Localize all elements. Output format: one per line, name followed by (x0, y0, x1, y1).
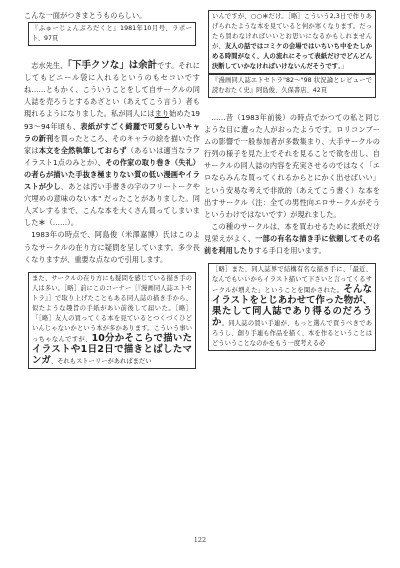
page-number: 122 (193, 536, 207, 544)
text-run: 始めた1993〜94年頃も、 (24, 109, 200, 131)
text-run: だけ。［略］こういう2,3日で作りあげられたような本を見ていると何か寒くなります。だったら買わなければいいとお思いになるかもしれませんが、 (212, 13, 372, 50)
text-run: （あるいは適当なラフイラスト1点のみとか）、 (24, 145, 200, 167)
emphasized-text: 友人の話ではコミケの会場ではいちいち中をたしかめる時間がなく、人の流れにそって表紙だけでどんどん決断していかなければいけないんだそうです (212, 43, 373, 70)
paragraph (24, 229, 200, 265)
quotation-block (28, 272, 196, 369)
quotation-block (28, 22, 196, 46)
text-run: 『漫画同人誌エトセトラ"82〜"98 状況論とレビューで読むおたく史』阿島俊、久保書店、42頁 (212, 77, 372, 94)
text-run: この種のサークルは、本を買わせるために表紙だけ見栄えがよく、 (204, 221, 380, 243)
text-run: （……）。 (45, 218, 78, 228)
quotation-block (208, 10, 376, 74)
text-run: ……昔（1983年前後）の時点でかつての私と同じような目に遭った人がおったようです。ロリコンブームの影響で一般参加者が多数集まり、大手サークルの行列の様子を見た上でそれを見ることで欲を出し、自サークルの同人誌の内容を充実させるのではなく「エロならみんな買ってくれるからとにかく出せばいい」という安易な考えで非欲的（あえてこう書く）な本を出すサークル（注：全ての男性向エロサークルがそうというわけではないです）が現れました。 (204, 113, 380, 219)
emphasized-text: 「下手クソな」は余計 (67, 60, 158, 72)
emphasized-text: 本文を全然執筆しておらず (38, 145, 127, 155)
text-run: 、あとは汚い手書きの字のフリートークや穴埋めの意味のない本" だったことがありました。同人ズレするまで、こんな本を大くさん買ってしまいました (24, 182, 200, 228)
paragraph (24, 60, 200, 229)
paragraph (204, 112, 380, 221)
text-run: を買ったところ、そのキャラの絵を描いた作家は (24, 133, 200, 155)
text-run: こんな一面がつきまとうものらしい。 (24, 11, 147, 20)
text-run: いんですが、○○ (212, 13, 263, 20)
text-run: ［略］また、同人誌界で結構有名な描き手に、「最近、なんでもいいからイラスト描いて下さいと言ってくるサークルが増えた」ということを聞かされた。 (212, 266, 372, 295)
emphasized-text: その作家の取り巻き（失礼）の者らが描いた手抜き極まりない質の低い漫画やイラストが少し (24, 157, 200, 192)
emphasized-text: 表紙がすごく綺麗で可愛らしいキャラの新刊 (24, 121, 200, 143)
emphasized-text: まり (154, 109, 170, 119)
emphasized-text: 10分かそこらで描いたイラストや1日2日で描きとばしたマンガ (32, 332, 192, 366)
text-run: 、それもストーリーがあればまだい (50, 357, 152, 365)
text-run: また、サークルの在り方にも疑問を感じている描き手の人は多い。［略］前にこのコーナー［『漫画同人誌エトセトラ』］で取り上げたこともある同人誌の描き手から、似たような趣旨の手紙があい前後して届いた。［略］「［略］友人の買ってくる本を見ているとつくづくひどいんじゃないかという本が多かあります。こういう事いっちゃなんですが、 (32, 274, 192, 343)
quotation-block (208, 74, 376, 98)
text-run: 『ふゅーじょんぷろだくと』1981年10月号、ラポート、97頁 (32, 25, 192, 43)
paragraph (24, 10, 200, 22)
emphasized-text: 一部の有名な描き手に依頼してその名前を利用したり (204, 233, 380, 256)
quotation-block (208, 263, 376, 351)
text-run: 。」 (337, 63, 348, 70)
emphasized-text: ＊ (38, 218, 46, 228)
text-run: する手口を用います。 (254, 246, 326, 256)
text-run: 1983年の時点で、阿島俊（米澤嘉博）氏はこのようなサークルの在り方に疑問を呈しています。多少長くなりますが、重要な点なので引用します。 (24, 230, 200, 264)
text-run: 志水先生、 (31, 61, 68, 71)
emphasized-text: ＊ (262, 13, 269, 20)
text-run: です。それにしてもビニール袋に入れるというのもセコいですね……ともかく、こういうことをして自サークルの同人誌を売ろうとするあざとい（あえてこう言う）者も現れるようになりました。私が同人には (24, 61, 200, 119)
emphasized-text: そんな (343, 284, 372, 296)
emphasized-text: イラストをとじあわせて作った物が、果たして同人誌であり得るのだろうか (212, 295, 372, 329)
left-column (24, 10, 200, 369)
spacer (204, 98, 380, 112)
right-column (204, 10, 380, 351)
text-run: 。同人誌の買い手連が、もっと選んで買うべきであろうし、創り手連も作品を描く、本を作るということはどういうことなのかをもう一度考える必 (212, 320, 372, 348)
paragraph (204, 221, 380, 257)
spacer (24, 46, 200, 60)
